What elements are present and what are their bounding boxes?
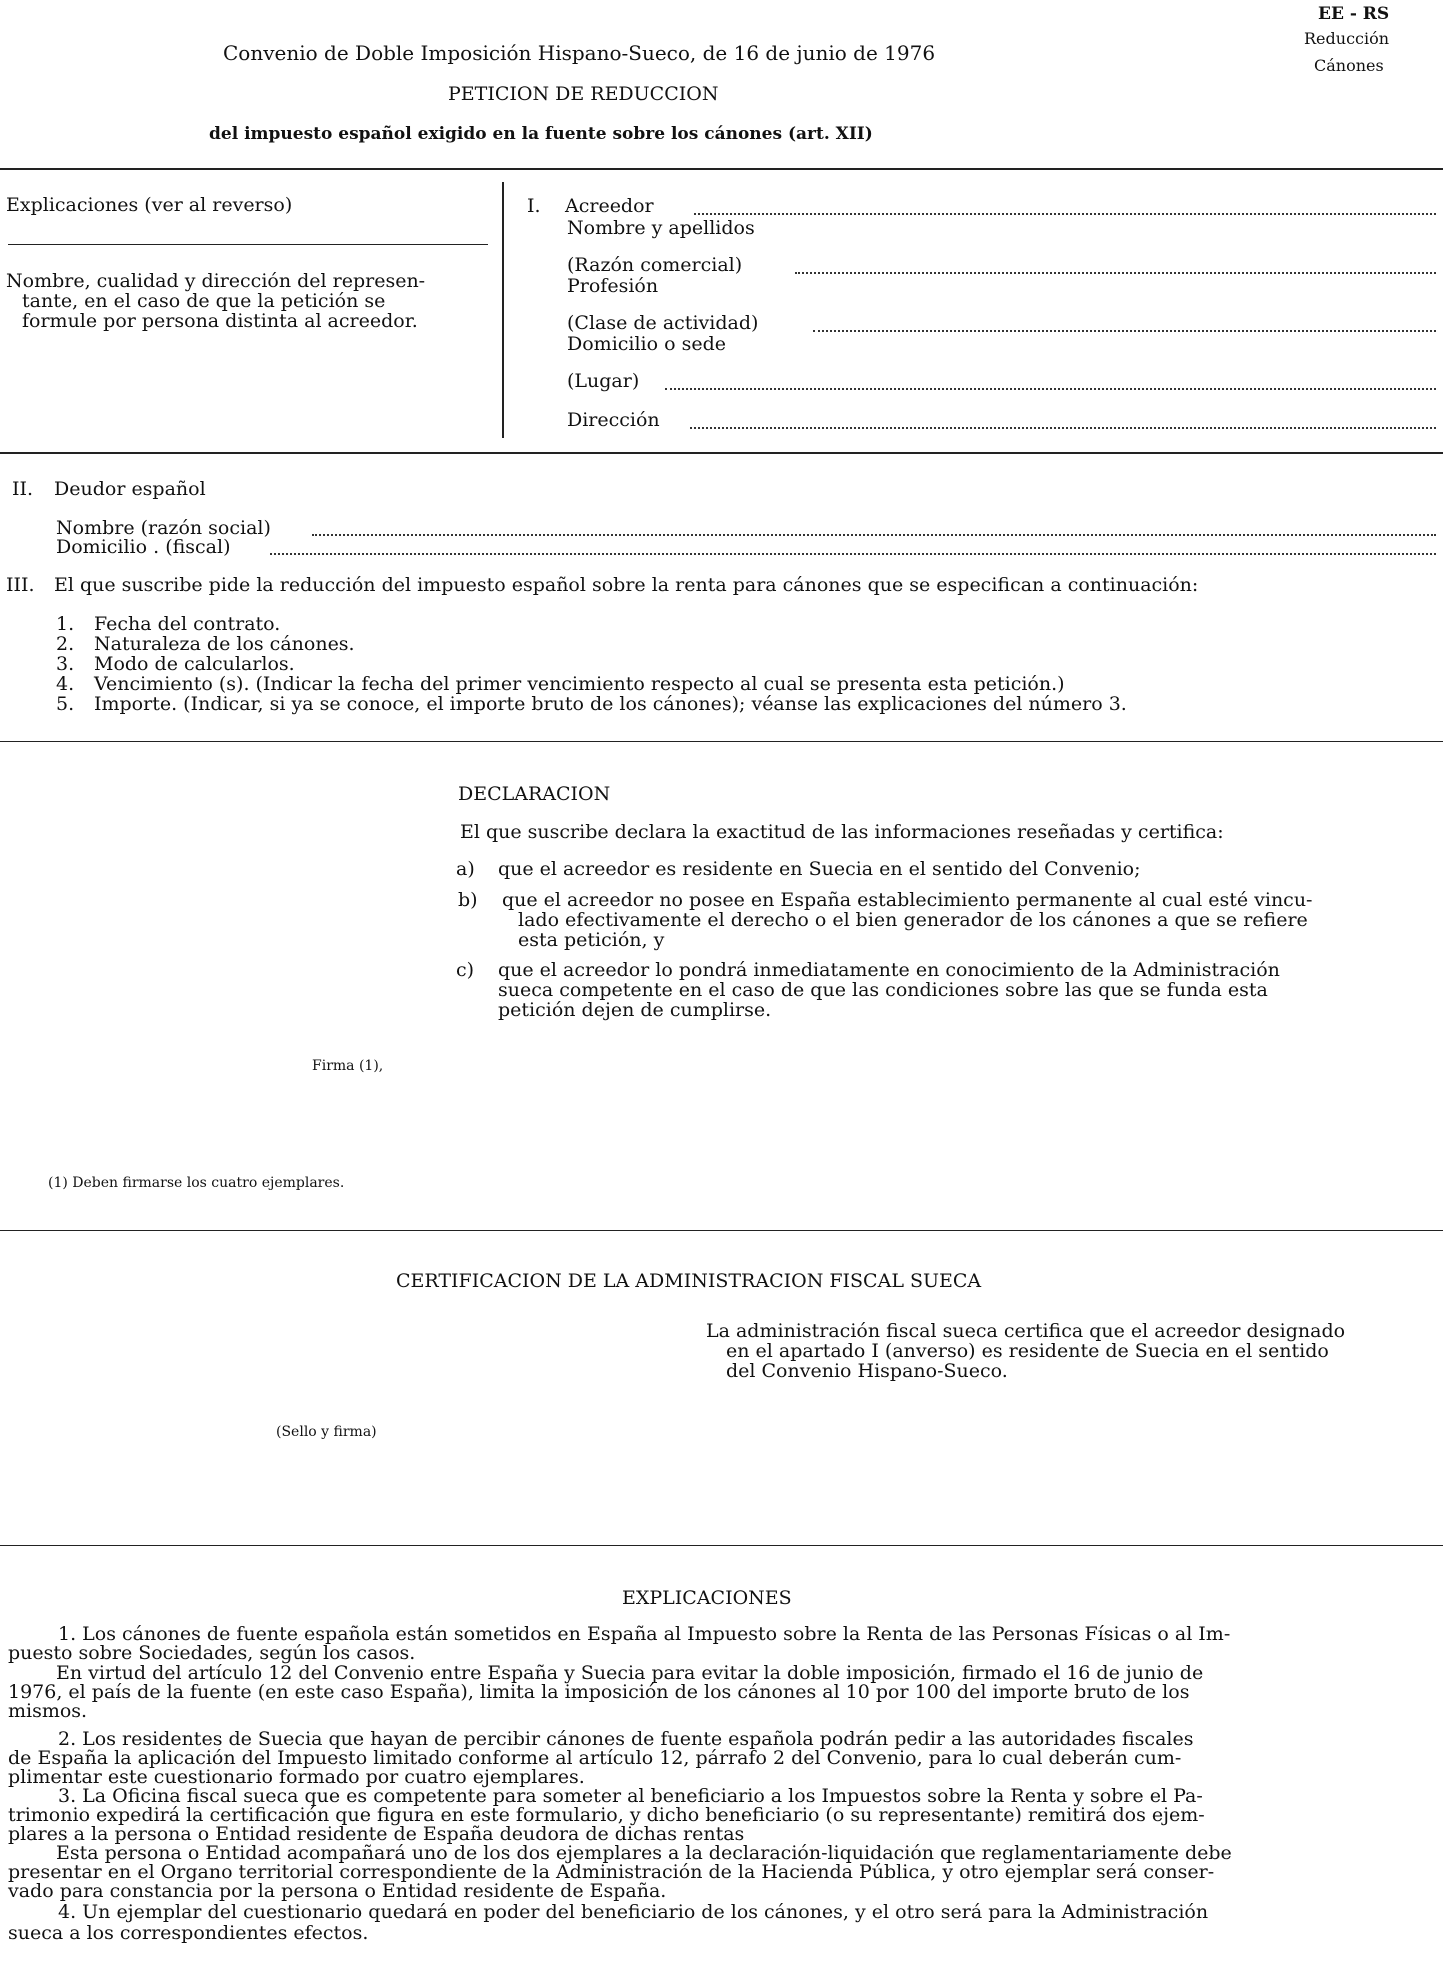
declaracion-b-label: b)	[458, 889, 478, 911]
item-3-text: Modo de calcularlos.	[94, 653, 295, 675]
certificacion-divider	[0, 1230, 1443, 1231]
nombre-label: Nombre y apellidos	[567, 217, 755, 239]
explicaciones-line-5: mismos.	[8, 1700, 88, 1722]
form-code-line2: Reducción	[1304, 29, 1390, 48]
deudor-title: Deudor español	[54, 478, 206, 500]
direccion-field[interactable]	[690, 427, 1436, 429]
explicaciones-divider	[0, 1545, 1443, 1546]
clase-label: (Clase de actividad)	[567, 312, 759, 334]
item-3-number: 3.	[56, 653, 75, 675]
declaracion-b-line-2: lado efectivamente el derecho o el bien generador de los cánones a que se refiere	[518, 909, 1308, 931]
section-3-text: El que suscribe pide la reducción del impuesto español sobre la renta para cánones que se especifican a continuación:	[54, 574, 1199, 596]
section-3-bottom-divider	[0, 741, 1443, 742]
form-subtitle: PETICION DE REDUCCION	[448, 83, 719, 105]
form-subtitle-2: del impuesto español exigido en la fuente sobre los cánones (art. XII)	[209, 124, 873, 144]
declaracion-a-label: a)	[456, 858, 475, 880]
deudor-domicilio-field[interactable]	[270, 553, 1436, 555]
certificacion-line-1: La administración fiscal sueca certifica que el acreedor designado	[706, 1320, 1346, 1342]
declaracion-c-line-3: petición dejen de cumplirse.	[498, 999, 772, 1021]
explicaciones-line-13: presentar en el Organo territorial correspondiente de la Administración de la Hacienda Pública, y otro ejemplar será conser-	[8, 1861, 1215, 1883]
declaracion-c-line-1: que el acreedor lo pondrá inmediatamente en conocimiento de la Administración	[498, 959, 1280, 981]
item-5-text: Importe. (Indicar, si ya se conoce, el importe bruto de los cánones); véanse las explicaciones del número 3.	[94, 693, 1127, 715]
item-4-text: Vencimiento (s). (Indicar la fecha del primer vencimiento respecto al cual se presenta esta petición.)	[94, 673, 1065, 695]
section-3-number: III.	[6, 574, 35, 596]
section-1-bottom-divider	[0, 452, 1443, 454]
explicaciones-line-1: 1. Los cánones de fuente española están sometidos en España al Impuesto sobre la Renta de las Personas Físicas o al Im-	[58, 1623, 1231, 1645]
razon-label: (Razón comercial)	[567, 254, 743, 276]
explicaciones-title: EXPLICACIONES	[622, 1587, 792, 1609]
explicaciones-label: Explicaciones (ver al reverso)	[6, 194, 293, 216]
acreedor-field[interactable]	[694, 213, 1436, 215]
section-2-number: II.	[12, 478, 34, 500]
declaracion-c-label: c)	[456, 959, 475, 981]
declaracion-b-line-3: esta petición, y	[518, 929, 665, 951]
explicaciones-line-9: 3. La Oficina fiscal sueca que es competente para someter al beneficiario a los Impuestos sobre la Renta y sobre el Pa-	[58, 1785, 1203, 1807]
form-code: EE - RS	[1318, 4, 1390, 24]
sello-label: (Sello y firma)	[276, 1424, 377, 1440]
item-4-number: 4.	[56, 673, 75, 695]
declaracion-intro: El que suscribe declara la exactitud de las informaciones reseñadas y certifica:	[460, 821, 1224, 843]
explicaciones-line-4: 1976, el país de la fuente (en este caso España), limita la imposición de los cánones al 10 por 100 del importe bruto de los	[8, 1681, 1190, 1703]
explicaciones-line-10: trimonio expedirá la certificación que figura en este formulario, y dicho beneficiario (o su representante) remitirá dos ejem-	[8, 1804, 1205, 1826]
explicaciones-line-3: En virtud del artículo 12 del Convenio entre España y Suecia para evitar la doble imposición, firmado el 16 de junio de	[56, 1662, 1204, 1684]
certificacion-line-2: en el apartado I (anverso) es residente de Suecia en el sentido	[726, 1340, 1329, 1362]
form-code-line3: Cánones	[1314, 56, 1384, 75]
item-2-number: 2.	[56, 633, 75, 655]
declaracion-c-line-2: sueca competente en el caso de que las condiciones sobre las que se funda esta	[498, 979, 1268, 1001]
top-divider	[0, 168, 1443, 170]
left-box-divider	[8, 244, 488, 245]
left-box-vertical-rule	[502, 182, 504, 438]
rep-line-3: formule por persona distinta al acreedor.	[22, 310, 418, 332]
deudor-nombre-field[interactable]	[312, 534, 1436, 536]
firma-label: Firma (1),	[312, 1058, 384, 1074]
domicilio-label: Domicilio o sede	[567, 333, 726, 355]
explicaciones-line-16: sueca a los correspondientes efectos.	[8, 1922, 369, 1944]
lugar-label: (Lugar)	[567, 370, 640, 392]
declaracion-b-line-1: que el acreedor no posee en España establecimiento permanente al cual esté vincu-	[502, 889, 1313, 911]
form-title: Convenio de Doble Imposición Hispano-Sueco, de 16 de junio de 1976	[223, 41, 936, 65]
explicaciones-line-6: 2. Los residentes de Suecia que hayan de percibir cánones de fuente española podrán pedir a las autoridades fiscales	[58, 1728, 1194, 1750]
explicaciones-line-12: Esta persona o Entidad acompañará uno de los dos ejemplares a la declaración-liquidación que reglamentariamente debe	[56, 1842, 1232, 1864]
razon-field[interactable]	[795, 272, 1436, 274]
explicaciones-line-15: 4. Un ejemplar del cuestionario quedará en poder del beneficiario de los cánones, y el otro será para la Administración	[58, 1901, 1209, 1923]
item-2-text: Naturaleza de los cánones.	[94, 633, 355, 655]
explicaciones-line-2: puesto sobre Sociedades, según los casos.	[8, 1642, 416, 1664]
rep-line-1: Nombre, cualidad y dirección del represen-	[6, 270, 426, 292]
explicaciones-line-11: plares a la persona o Entidad residente de España deudora de dichas rentas	[8, 1823, 745, 1845]
explicaciones-line-14: vado para constancia por la persona o Entidad residente de España.	[8, 1880, 667, 1902]
rep-line-2: tante, en el caso de que la petición se	[22, 290, 386, 312]
deudor-nombre-label: Nombre (razón social)	[56, 517, 271, 539]
declaracion-title: DECLARACION	[458, 783, 611, 805]
certificacion-line-3: del Convenio Hispano-Sueco.	[726, 1360, 1008, 1382]
profesion-label: Profesión	[567, 275, 659, 297]
clase-field[interactable]	[813, 330, 1436, 332]
item-5-number: 5.	[56, 693, 75, 715]
item-1-text: Fecha del contrato.	[94, 613, 281, 635]
direccion-label: Dirección	[567, 409, 660, 431]
item-1-number: 1.	[56, 613, 75, 635]
declaracion-a-text: que el acreedor es residente en Suecia en el sentido del Convenio;	[498, 858, 1141, 880]
section-1-number: I.	[527, 195, 541, 217]
acreedor-label: Acreedor	[565, 195, 654, 217]
explicaciones-line-8: plimentar este cuestionario formado por cuatro ejemplares.	[8, 1766, 585, 1788]
lugar-field[interactable]	[665, 388, 1436, 390]
certificacion-title: CERTIFICACION DE LA ADMINISTRACION FISCAL SUECA	[396, 1270, 982, 1292]
footnote: (1) Deben firmarse los cuatro ejemplares.	[48, 1175, 345, 1191]
explicaciones-line-7: de España la aplicación del Impuesto limitado conforme al artículo 12, párrafo 2 del Convenio, para lo cual deberán cum-	[8, 1747, 1182, 1769]
deudor-domicilio-label: Domicilio . (fiscal)	[56, 536, 231, 558]
